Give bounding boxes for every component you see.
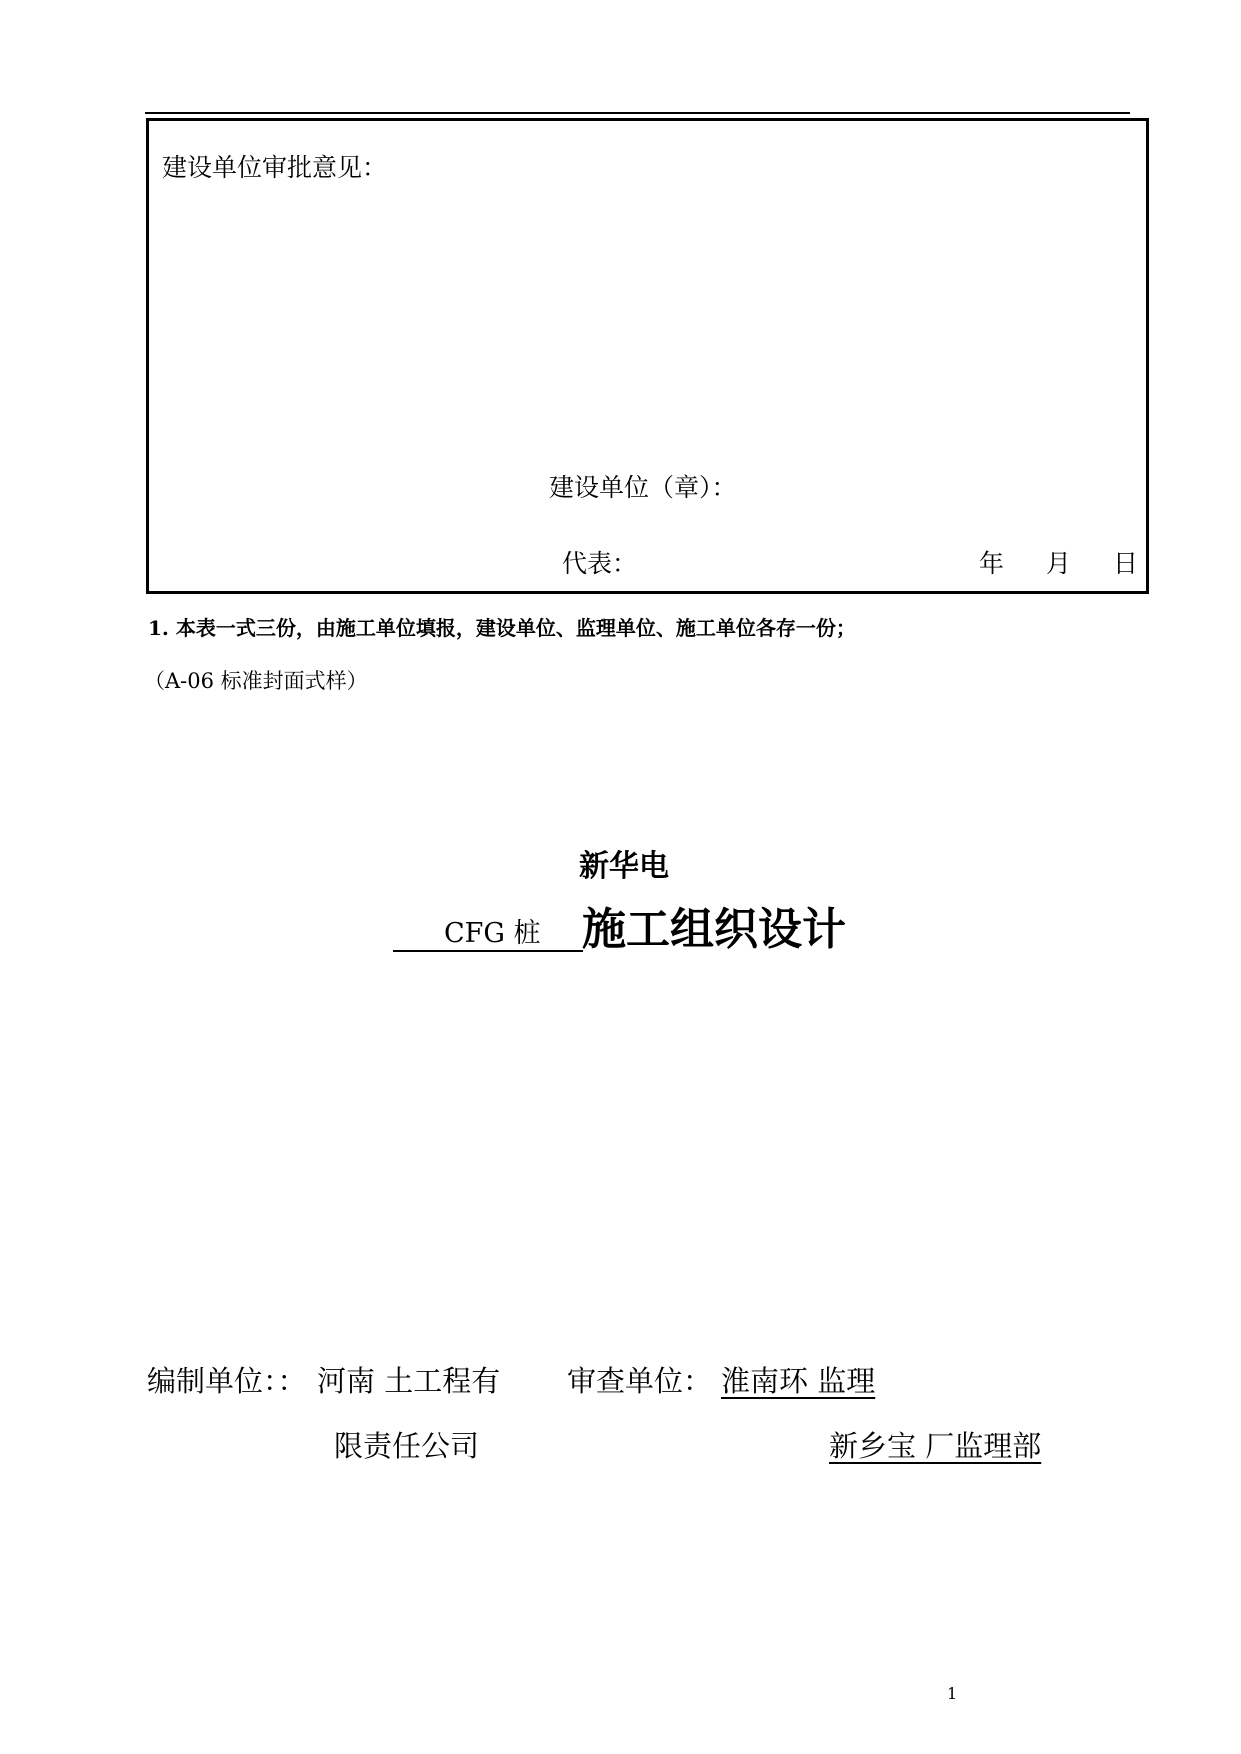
project-name: 新华电 bbox=[579, 849, 669, 884]
header-rule bbox=[145, 112, 1130, 114]
approval-box bbox=[146, 118, 1149, 594]
compiler-name-line2: 限责任公司 bbox=[334, 1429, 480, 1463]
compiler-name-line1: 河南 土工程有 bbox=[317, 1364, 501, 1398]
reviewer-name-line1: 淮南环 监理 bbox=[721, 1364, 876, 1398]
reviewer-name-line2: 新乡宝 厂监理部 bbox=[829, 1429, 1042, 1463]
footnote: 1. 本表一式三份，由施工单位填报，建设单位、监理单位、施工单位各存一份； bbox=[148, 616, 856, 640]
document-title: 施工组织设计 bbox=[582, 904, 846, 955]
month-label: 月 bbox=[1046, 549, 1072, 578]
approval-opinion-label: 建设单位审批意见： bbox=[162, 153, 388, 182]
representative-label: 代表： bbox=[562, 549, 638, 578]
cover-style-note: （A-06 标准封面式样） bbox=[144, 669, 368, 693]
reviewer-label: 审查单位： bbox=[567, 1364, 713, 1398]
day-label: 日 bbox=[1113, 549, 1139, 578]
page-number: 1 bbox=[947, 1684, 958, 1703]
compiler-label: 编制单位：： bbox=[147, 1364, 307, 1398]
subject-text: CFG 桩 bbox=[444, 918, 541, 949]
seal-label: 建设单位（章）： bbox=[549, 473, 737, 502]
year-label: 年 bbox=[979, 549, 1005, 578]
subject-underline bbox=[393, 950, 583, 952]
